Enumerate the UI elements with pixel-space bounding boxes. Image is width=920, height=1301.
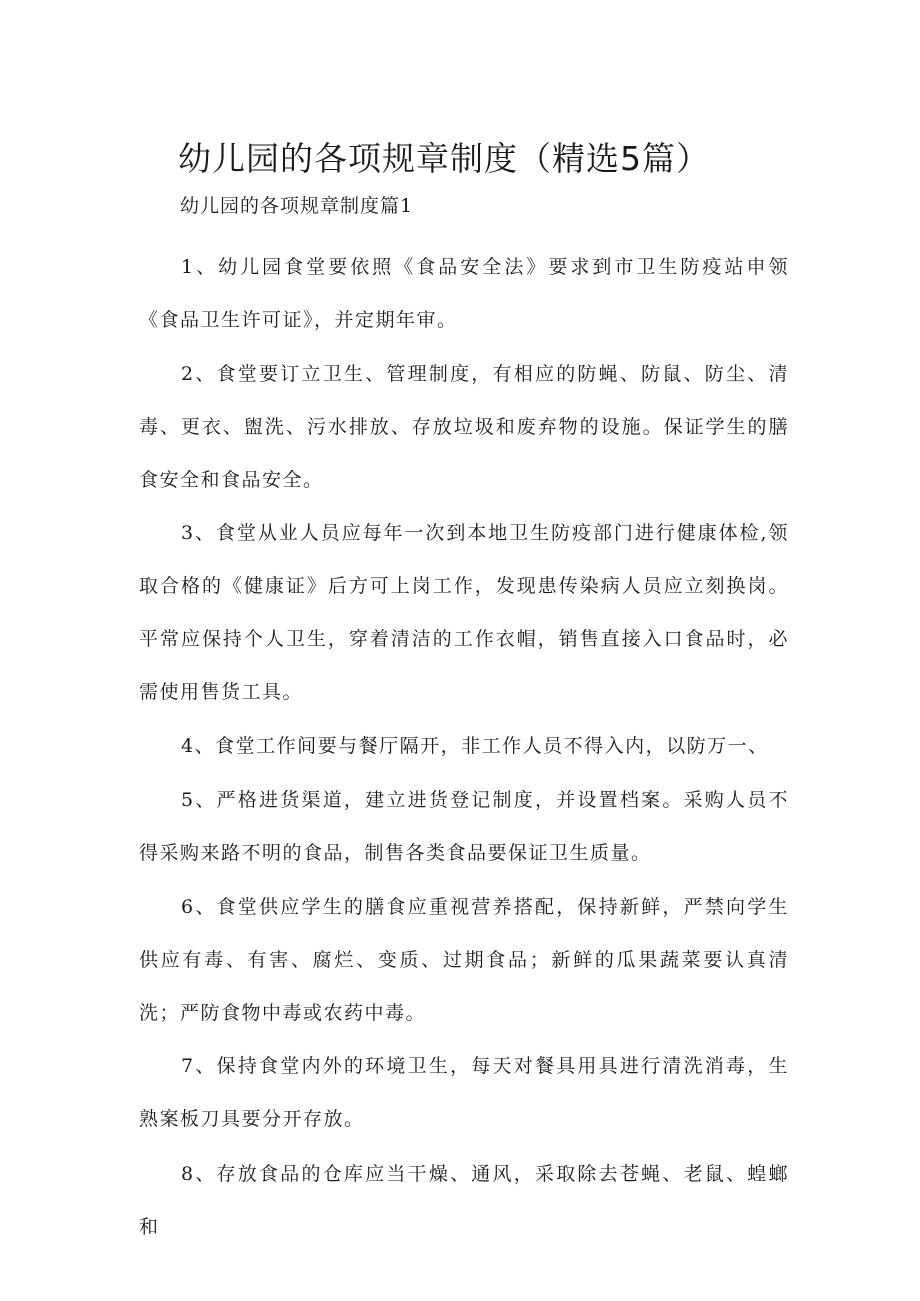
paragraph-item-7: 7、保持食堂内外的环境卫生，每天对餐具用具进行清洗消毒，生熟案板刀具要分开存放。 <box>139 1055 789 1130</box>
paragraph-item-6: 6、食堂供应学生的膳食应重视营养搭配，保持新鲜，严禁向学生供应有毒、有害、腐烂、变质、过期食品；新鲜的瓜果蔬菜要认真清洗；严防食物中毒或农药中毒。 <box>139 896 789 1024</box>
document-title: 幼儿园的各项规章制度（精选5篇） <box>178 139 710 179</box>
paragraph-item-8: 8、存放食品的仓库应当干燥、通风，采取除去苍蝇、老鼠、蝗螂和 <box>139 1163 789 1238</box>
paragraph-item-1: 1、幼儿园食堂要依照《食品安全法》要求到市卫生防疫站申领《食品卫生许可证》，并定期年审。 <box>139 256 789 331</box>
paragraph-item-2: 2、食堂要订立卫生、管理制度，有相应的防蝇、防鼠、防尘、清毒、更衣、盥洗、污水排放、存放垃圾和废弃物的设施。保证学生的膳食安全和食品安全。 <box>139 363 789 491</box>
paragraph-item-4: 4、食堂工作间要与餐厅隔开，非工作人员不得入内，以防万一、 <box>181 735 769 757</box>
paragraph-item-5: 5、严格进货渠道，建立进货登记制度，并设置档案。采购人员不得采购来路不明的食品，制售各类食品要保证卫生质量。 <box>139 789 789 864</box>
paragraph-item-3: 3、食堂从业人员应每年一次到本地卫生防疫部门进行健康体检,领取合格的《健康证》后方可上岗工作，发现患传染病人员应立刻换岗。平常应保持个人卫生，穿着清洁的工作衣帽，销售直接入口食品时，必需使用售货工具。 <box>139 522 789 703</box>
section-heading: 幼儿园的各项规章制度篇1 <box>180 195 414 217</box>
